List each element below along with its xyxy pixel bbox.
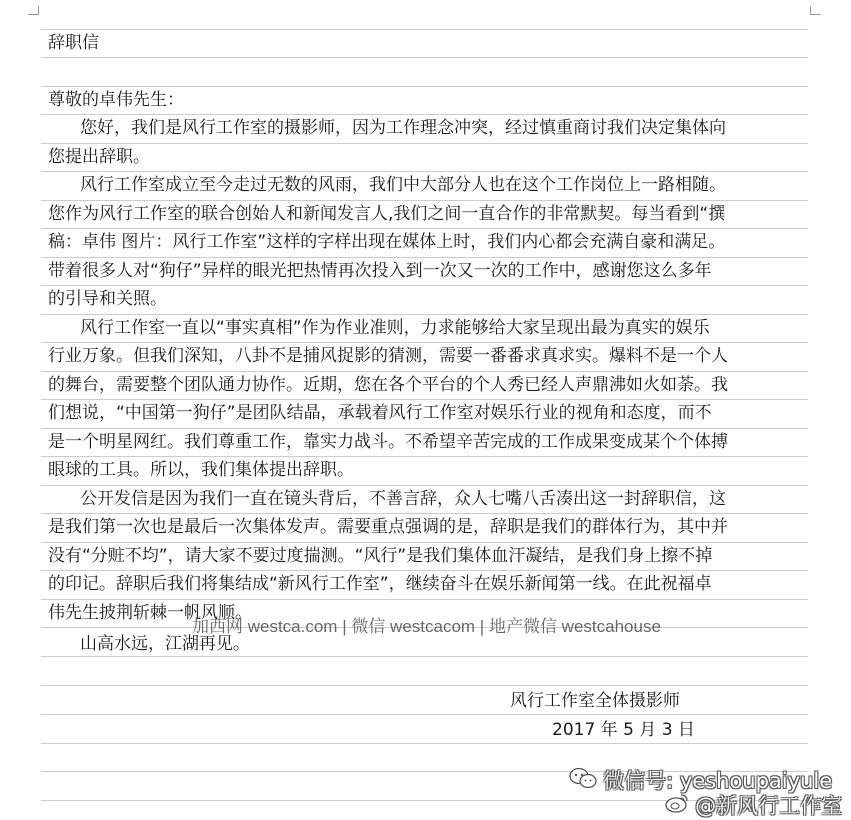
letter-text-line: 稿：卓伟 图片：风行工作室”这样的字样出现在媒体上时，我们内心都会充满自豪和满足。 [48, 232, 726, 252]
page-corner-top-right [810, 6, 821, 15]
site-watermark: 加西网 westca.com | 微信 westcacom | 地产微信 westcahouse [192, 617, 661, 636]
letter-signature: 风行工作室全体摄影师 [510, 691, 680, 711]
rule-line [41, 714, 808, 715]
letter-text-line: 带着很多人对“狗仔”异样的眼光把热情再次投入到一次又一次的工作中，感谢您这么多年 [48, 261, 712, 281]
letter-text-line: 没有“分赃不均”，请大家不要过度揣测。“风行”是我们集体血汗凝结，是我们身上擦不掉 [48, 546, 713, 566]
wechat-icon [568, 766, 598, 794]
letter-text-line: 行业万象。但我们深知，八卦不是捕风捉影的猜测，需要一番番求真求实。爆料不是一个人 [48, 346, 728, 366]
letter-text-line: 您提出辞职。 [48, 147, 150, 167]
letter-text-line: 风行工作室一直以“事实真相”作为作业准则，力求能够给大家呈现出最为真实的娱乐 [80, 318, 710, 338]
rule-line [41, 57, 808, 58]
letter-text-line: 您好，我们是风行工作室的摄影师，因为工作理念冲突，经过慎重商讨我们决定集体向 [80, 118, 726, 138]
letter-text-line: 的印记。辞职后我们将集结成“新风行工作室”，继续奋斗在娱乐新闻第一线。在此祝福卓 [48, 574, 712, 594]
rule-line [41, 685, 808, 686]
weibo-watermark [664, 790, 844, 816]
letter-text-line: 您作为风行工作室的联合创始人和新闻发言人,我们之间一直合作的非常默契。每当看到“撰 [48, 204, 726, 224]
letter-text-line: 们想说，“中国第一狗仔”是团队结晶，承载着风行工作室对娱乐行业的视角和态度，而不 [48, 403, 712, 423]
letter-text-line: 的舞台，需要整个团队通力协作。近期，您在各个平台的个人秀已经人声鼎沸如火如荼。我 [48, 375, 728, 395]
letter-text-line: 伟先生披荆斩棘一帆风顺。 [48, 603, 252, 623]
wechat-id-text: 微信号: yeshoupaiyule [603, 769, 833, 793]
letter-salutation: 尊敬的卓伟先生： [48, 90, 184, 110]
letter-text-line: 是一个明星网红。我们尊重工作，靠实力战斗。不希望辛苦完成的工作成果变成某个个体搏 [48, 432, 728, 452]
letter-title: 辞职信 [48, 33, 99, 53]
letter-text-line: 眼球的工具。所以，我们集体提出辞职。 [48, 460, 354, 480]
letter-text-line: 是我们第一次也是最后一次集体发声。需要重点强调的是，辞职是我们的群体行为，其中并 [48, 517, 728, 537]
letter-text-line: 公开发信是因为我们一直在镜头背后，不善言辞，众人七嘴八舌凑出这一封辞职信，这 [80, 489, 726, 509]
weibo-handle-text: @新风行工作室 [695, 794, 843, 818]
wechat-watermark [568, 765, 838, 793]
letter-closing: 山高水远，江湖再见。 [80, 634, 250, 654]
letter-text-line: 风行工作室成立至今走过无数的风雨，我们中大部分人也在这个工作岗位上一路相随。 [80, 175, 726, 195]
letter-text-line: 的引导和关照。 [48, 289, 167, 309]
letter-date: 2017 年 5 月 3 日 [552, 720, 695, 740]
page-corner-top-left [28, 6, 39, 15]
weibo-icon [664, 792, 690, 818]
